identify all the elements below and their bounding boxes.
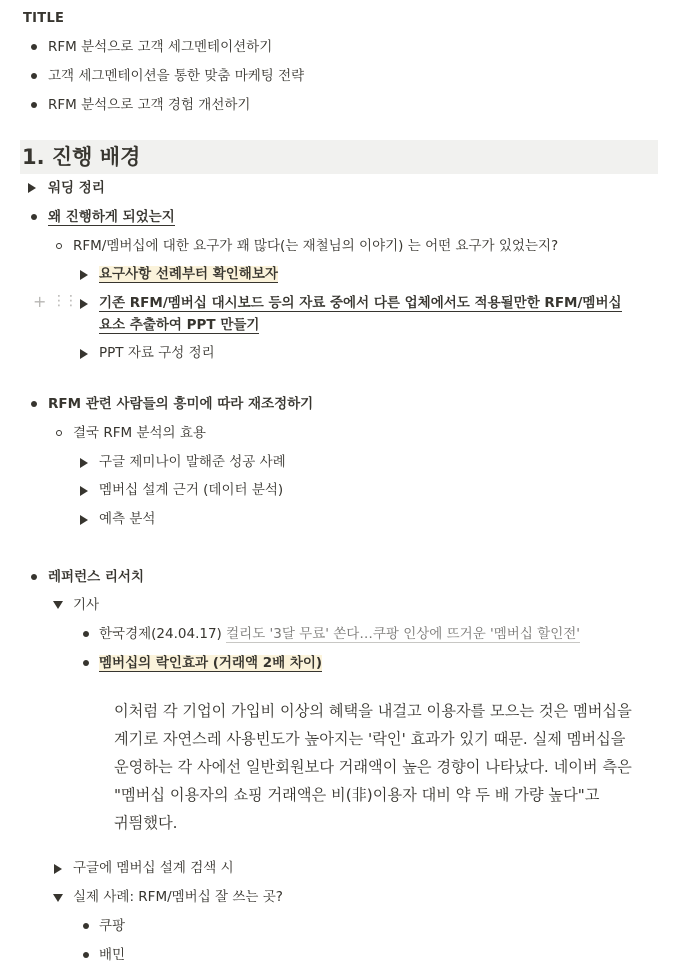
triangle-down-icon[interactable]	[53, 894, 63, 902]
list-item[interactable]: 결국 RFM 분석의 효용	[73, 425, 206, 441]
quote-line: 이처럼 각 기업이 가입비 이상의 혜택을 내걸고 이용자를 모으는 것은 멤버십을	[114, 702, 632, 720]
toggle-requirements[interactable]: 요구사항 선례부터 확인해보자	[99, 266, 278, 282]
triangle-right-icon[interactable]	[80, 486, 88, 496]
triangle-right-icon[interactable]	[80, 515, 88, 525]
bullet-icon	[31, 73, 37, 79]
list-item[interactable]: 쿠팡	[99, 918, 126, 934]
article-link[interactable]: 컬리도 '3달 무료' 쏜다…쿠팡 인상에 뜨거운 '멤버십 할인전'	[226, 626, 580, 642]
toggle-existing-line2[interactable]: 요소 추출하여 PPT 만들기	[99, 317, 260, 333]
list-item[interactable]: 고객 세그멘테이션을 통한 맞춤 마케팅 전략	[48, 68, 305, 84]
quote-line: 운영하는 각 사에선 일반회원보다 거래액이 높은 경향이 나타났다. 네이버 측은	[114, 758, 632, 776]
list-item[interactable]: RFM/멤버십에 대한 요구가 꽤 많다(는 재철님의 이야기) 는 어떤 요구가 있었는지?	[73, 238, 559, 254]
quote-line: 귀띔했다.	[114, 814, 178, 832]
toggle-google-search[interactable]: 구글에 멤버십 설계 검색 시	[73, 860, 234, 876]
triangle-right-icon[interactable]	[80, 270, 88, 280]
drag-handle-icon[interactable]: ⋮⋮	[52, 293, 76, 309]
bullet-icon	[31, 214, 37, 220]
triangle-right-icon[interactable]	[80, 299, 88, 309]
circle-bullet-icon	[56, 430, 62, 436]
list-item[interactable]: 레퍼런스 리서치	[48, 569, 144, 585]
list-item[interactable]: RFM 분석으로 고객 세그멘테이션하기	[48, 39, 273, 55]
quote-line: "멤버십 이용자의 쇼핑 거래액은 비(非)이용자 대비 약 두 배 가량 높다"고	[114, 786, 600, 804]
bullet-icon	[83, 660, 89, 666]
lockin-item[interactable]: 멤버십의 락인효과 (거래액 2배 차이)	[99, 655, 323, 671]
toggle-prediction[interactable]: 예측 분석	[99, 511, 156, 527]
toggle-wording[interactable]: 워딩 정리	[48, 180, 105, 196]
list-item[interactable]: RFM 관련 사람들의 흥미에 따라 재조정하기	[48, 396, 314, 412]
bullet-icon	[31, 102, 37, 108]
plus-icon[interactable]: +	[33, 292, 47, 311]
page-title: TITLE	[23, 11, 65, 26]
toggle-existing-line1[interactable]: 기존 RFM/멤버십 대시보드 등의 자료 중에서 다른 업체에서도 적용될만한 RFM/멤버십	[99, 295, 622, 311]
triangle-right-icon[interactable]	[54, 864, 62, 874]
bullet-icon	[83, 923, 89, 929]
toggle-gemini[interactable]: 구글 제미나이 말해준 성공 사례	[99, 454, 286, 470]
bullet-icon	[83, 952, 89, 958]
bullet-icon	[31, 574, 37, 580]
toggle-membership-basis[interactable]: 멤버십 설계 근거 (데이터 분석)	[99, 482, 284, 498]
quote-line: 계기로 자연스레 사용빈도가 높아지는 '락인' 효과가 있기 때문. 실제 멤버십을	[114, 730, 626, 748]
list-item[interactable]: RFM 분석으로 고객 경험 개선하기	[48, 97, 251, 113]
circle-bullet-icon	[56, 243, 62, 249]
why-item[interactable]: 왜 진행하게 되었는지	[48, 209, 175, 225]
article-item[interactable]	[99, 624, 580, 644]
triangle-down-icon[interactable]	[53, 601, 63, 609]
toggle-real-cases[interactable]: 실제 사례: RFM/멤버십 잘 쓰는 곳?	[73, 889, 283, 905]
section-heading[interactable]: 1. 진행 배경	[22, 145, 141, 169]
article-source: 한국경제(24.04.17)	[99, 626, 222, 642]
triangle-right-icon[interactable]	[80, 349, 88, 359]
triangle-right-icon[interactable]	[28, 183, 36, 193]
toggle-ppt[interactable]: PPT 자료 구성 정리	[99, 345, 215, 361]
toggle-articles[interactable]: 기사	[73, 597, 100, 613]
list-item[interactable]: 배민	[99, 947, 126, 963]
triangle-right-icon[interactable]	[80, 458, 88, 468]
bullet-icon	[31, 401, 37, 407]
bullet-icon	[31, 44, 37, 50]
bullet-icon	[83, 631, 89, 637]
